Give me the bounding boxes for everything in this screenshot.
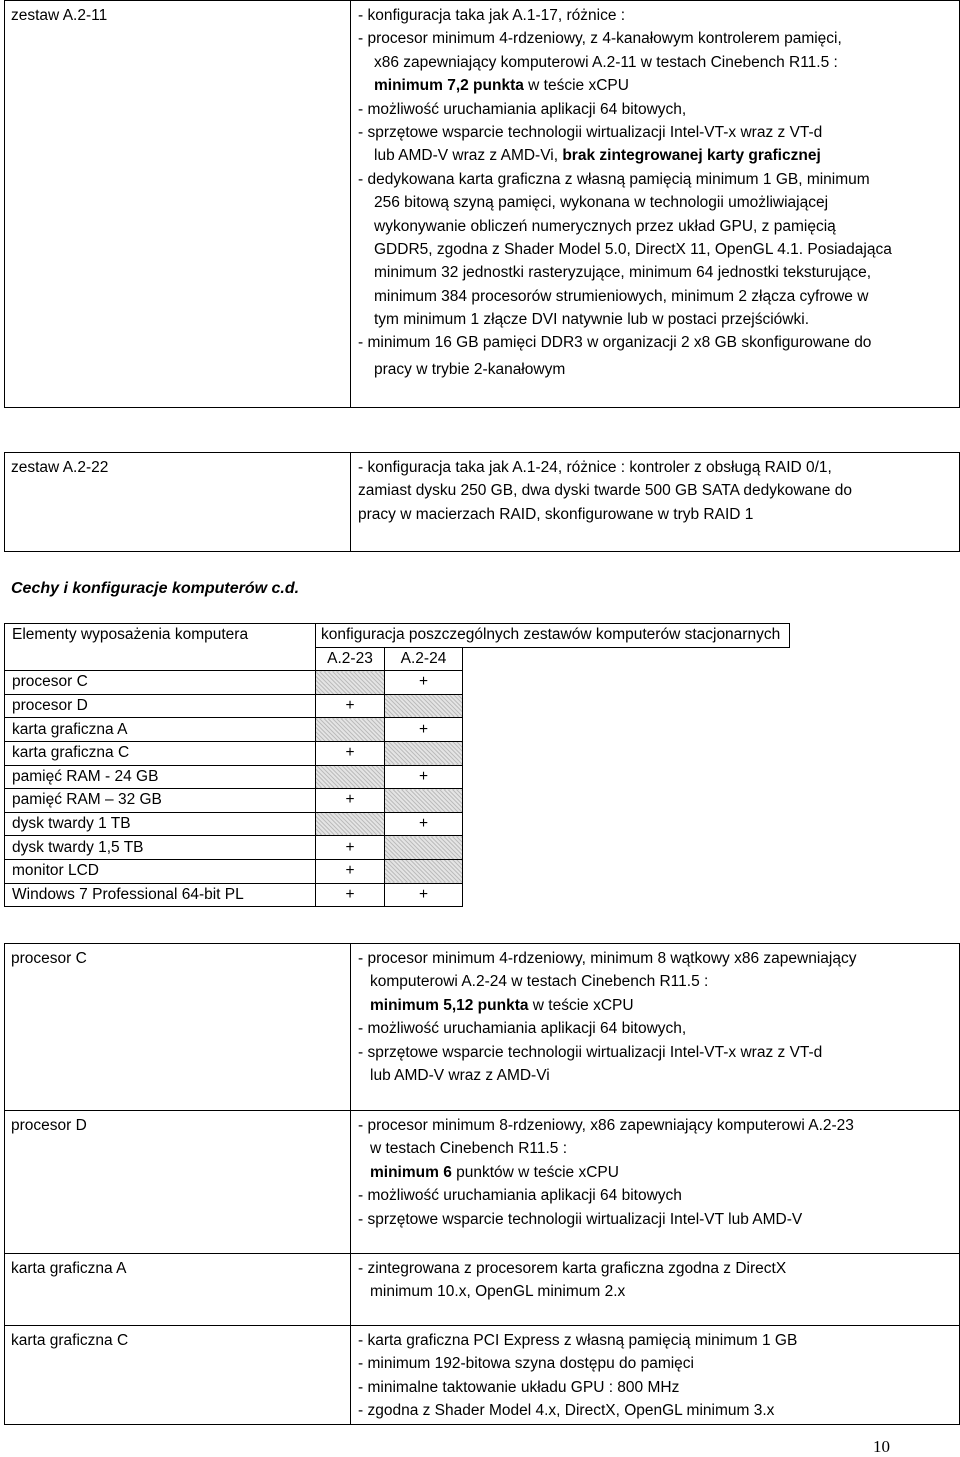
cell-b <box>385 741 463 765</box>
row-divider <box>4 1325 960 1326</box>
text-line: pracy w trybie 2-kanałowym <box>374 360 566 378</box>
zestaw-a222-text <box>358 456 852 526</box>
cell-a: + <box>316 694 385 718</box>
cell-b <box>385 836 463 860</box>
text-line: - procesor minimum 8-rdzeniowy, x86 zapewniający komputerowi A.2-23 <box>358 1117 854 1134</box>
row-divider <box>4 1253 960 1254</box>
cell-b: + <box>385 718 463 742</box>
cell-a: + <box>316 859 385 883</box>
table-row <box>5 836 790 860</box>
cell-b <box>385 694 463 718</box>
text-span: w teście xCPU <box>523 77 629 95</box>
text-line: - możliwość uruchamiania aplikacji 64 bitowych <box>358 1187 682 1205</box>
table-header-row <box>5 624 790 648</box>
text-line: minimum 32 jednostki rasteryzujące, minimum 64 jednostki teksturujące, <box>374 264 872 282</box>
col-a223: A.2-23 <box>316 647 385 671</box>
text-line: - karta graficzna PCI Express z własną pamięcią minimum 1 GB <box>358 1332 798 1349</box>
text-line: komputerowi A.2-24 w testach Cinebench R11.5 : <box>370 973 709 991</box>
cell-b: + <box>385 812 463 836</box>
text-line <box>358 994 856 1017</box>
cell-b <box>385 859 463 883</box>
page-number: 10 <box>873 1437 890 1456</box>
table-row <box>5 694 790 718</box>
config-table <box>4 623 790 907</box>
row-name: pamięć RAM - 24 GB <box>5 765 316 789</box>
row-name: karta graficzna A <box>5 718 316 742</box>
text-line: minimum 10.x, OpenGL minimum 2.x <box>370 1283 626 1301</box>
text-line: - sprzętowe wsparcie technologii wirtualizacji Intel-VT lub AMD-V <box>358 1210 803 1228</box>
text-line <box>358 1161 854 1184</box>
cell-a <box>316 765 385 789</box>
text-line: pracy w macierzach RAID, skonfigurowane w tryb RAID 1 <box>358 505 754 523</box>
text-line: - konfiguracja taka jak A.1-17, różnice : <box>358 7 626 24</box>
text-line: - zintegrowana z procesorem karta graficzna zgodna z DirectX <box>358 1260 787 1277</box>
cell-a: + <box>316 836 385 860</box>
text-line: - dedykowana karta graficzna z własną pamięcią minimum 1 GB, minimum <box>358 170 870 188</box>
table-row <box>5 671 790 695</box>
section-heading: Cechy i konfiguracje komputerów c.d. <box>11 580 300 597</box>
bold-text: brak zintegrowanej karty graficznej <box>562 147 821 165</box>
row-name: dysk twardy 1,5 TB <box>5 836 316 860</box>
zestaw-a222-divider <box>350 452 351 552</box>
zestaw-a211-label: zestaw A.2-11 <box>11 7 108 24</box>
text-line: - procesor minimum 4-rdzeniowy, z 4-kanałowym kontrolerem pamięci, <box>358 30 842 48</box>
text-line: wykonywanie obliczeń numerycznych przez układ GPU, z pamięcią <box>374 217 836 235</box>
text-line: 256 bitową szyną pamięci, wykonana w technologii umożliwiającej <box>374 194 829 212</box>
text-line: - możliwość uruchamiania aplikacji 64 bitowych, <box>358 1020 687 1038</box>
zestaw-a211-text <box>358 4 892 385</box>
zestaw-a222-label: zestaw A.2-22 <box>11 459 109 476</box>
text-line: - zgodna z Shader Model 4.x, DirectX, OpenGL minimum 3.x <box>358 1402 775 1420</box>
text-span: punktów w teście xCPU <box>451 1163 619 1181</box>
table-row <box>5 765 790 789</box>
row-divider <box>4 1110 960 1111</box>
row-name: Windows 7 Professional 64-bit PL <box>5 883 316 907</box>
cell-b: + <box>385 671 463 695</box>
text-span: lub AMD-V wraz z AMD-Vi, <box>374 147 563 165</box>
header-config: konfiguracja poszczególnych zestawów komputerów stacjonarnych <box>316 624 790 648</box>
specs-divider <box>350 943 351 1425</box>
row-name: pamięć RAM – 32 GB <box>5 789 316 813</box>
karta-c-label: karta graficzna C <box>11 1332 129 1349</box>
cell-b: + <box>385 883 463 907</box>
text-line: - minimum 192-bitowa szyna dostępu do pamięci <box>358 1355 694 1373</box>
karta-c-text <box>358 1329 797 1423</box>
row-name: monitor LCD <box>5 859 316 883</box>
row-name: procesor D <box>5 694 316 718</box>
bold-text: minimum 6 <box>370 1163 452 1181</box>
table-row <box>5 718 790 742</box>
text-line: - sprzętowe wsparcie technologii wirtualizacji Intel-VT-x wraz z VT-d <box>358 1043 823 1061</box>
table-row <box>5 812 790 836</box>
cell-a: + <box>316 789 385 813</box>
procesor-d-text <box>358 1114 854 1231</box>
table-row <box>5 883 790 907</box>
cell-a <box>316 671 385 695</box>
text-line: - sprzętowe wsparcie technologii wirtualizacji Intel-VT-x wraz z VT-d <box>358 123 823 141</box>
row-name: dysk twardy 1 TB <box>5 812 316 836</box>
text-line: x86 zapewniający komputerowi A.2-11 w testach Cinebench R11.5 : <box>374 53 838 71</box>
karta-a-label: karta graficzna A <box>11 1260 127 1277</box>
text-line: minimum 384 procesorów strumieniowych, minimum 2 złącza cyfrowe w <box>374 287 869 305</box>
text-line <box>358 144 892 167</box>
zestaw-a211-divider <box>350 0 351 408</box>
cell-a: + <box>316 741 385 765</box>
text-line: GDDR5, zgodna z Shader Model 5.0, DirectX 11, OpenGL 4.1. Posiadająca <box>374 240 892 258</box>
text-span: w teście xCPU <box>528 996 634 1014</box>
text-line: tym minimum 1 złącze DVI natywnie lub w postaci przejściówki. <box>374 311 809 329</box>
col-a224: A.2-24 <box>385 647 463 671</box>
table-row <box>5 789 790 813</box>
cell-b: + <box>385 765 463 789</box>
bold-text: minimum 5,12 punkta <box>370 996 529 1014</box>
text-line: - minimalne taktowanie układu GPU : 800 MHz <box>358 1378 680 1396</box>
header-elements: Elementy wyposażenia komputera <box>5 624 316 671</box>
text-line <box>358 74 892 97</box>
text-line: - minimum 16 GB pamięci DDR3 w organizacji 2 x8 GB skonfigurowane do <box>358 334 872 352</box>
header-empty <box>463 647 790 671</box>
text-line: - konfiguracja taka jak A.1-24, różnice : kontroler z obsługą RAID 0/1, <box>358 459 832 476</box>
table-row <box>5 741 790 765</box>
karta-a-text <box>358 1257 786 1304</box>
text-line: lub AMD-V wraz z AMD-Vi <box>370 1066 550 1084</box>
text-line: w testach Cinebench R11.5 : <box>370 1140 568 1158</box>
cell-a <box>316 812 385 836</box>
table-row <box>5 859 790 883</box>
procesor-c-label: procesor C <box>11 950 87 967</box>
text-line: zamiast dysku 250 GB, dwa dyski twarde 500 GB SATA dedykowane do <box>358 482 852 500</box>
row-name: karta graficzna C <box>5 741 316 765</box>
cell-b <box>385 789 463 813</box>
cell-a <box>316 718 385 742</box>
procesor-d-label: procesor D <box>11 1117 87 1134</box>
text-line: - procesor minimum 4-rdzeniowy, minimum 8 wątkowy x86 zapewniający <box>358 950 857 967</box>
procesor-c-text <box>358 947 856 1087</box>
text-line: - możliwość uruchamiania aplikacji 64 bitowych, <box>358 100 687 118</box>
bold-text: minimum 7,2 punkta <box>374 77 524 95</box>
row-name: procesor C <box>5 671 316 695</box>
cell-a: + <box>316 883 385 907</box>
